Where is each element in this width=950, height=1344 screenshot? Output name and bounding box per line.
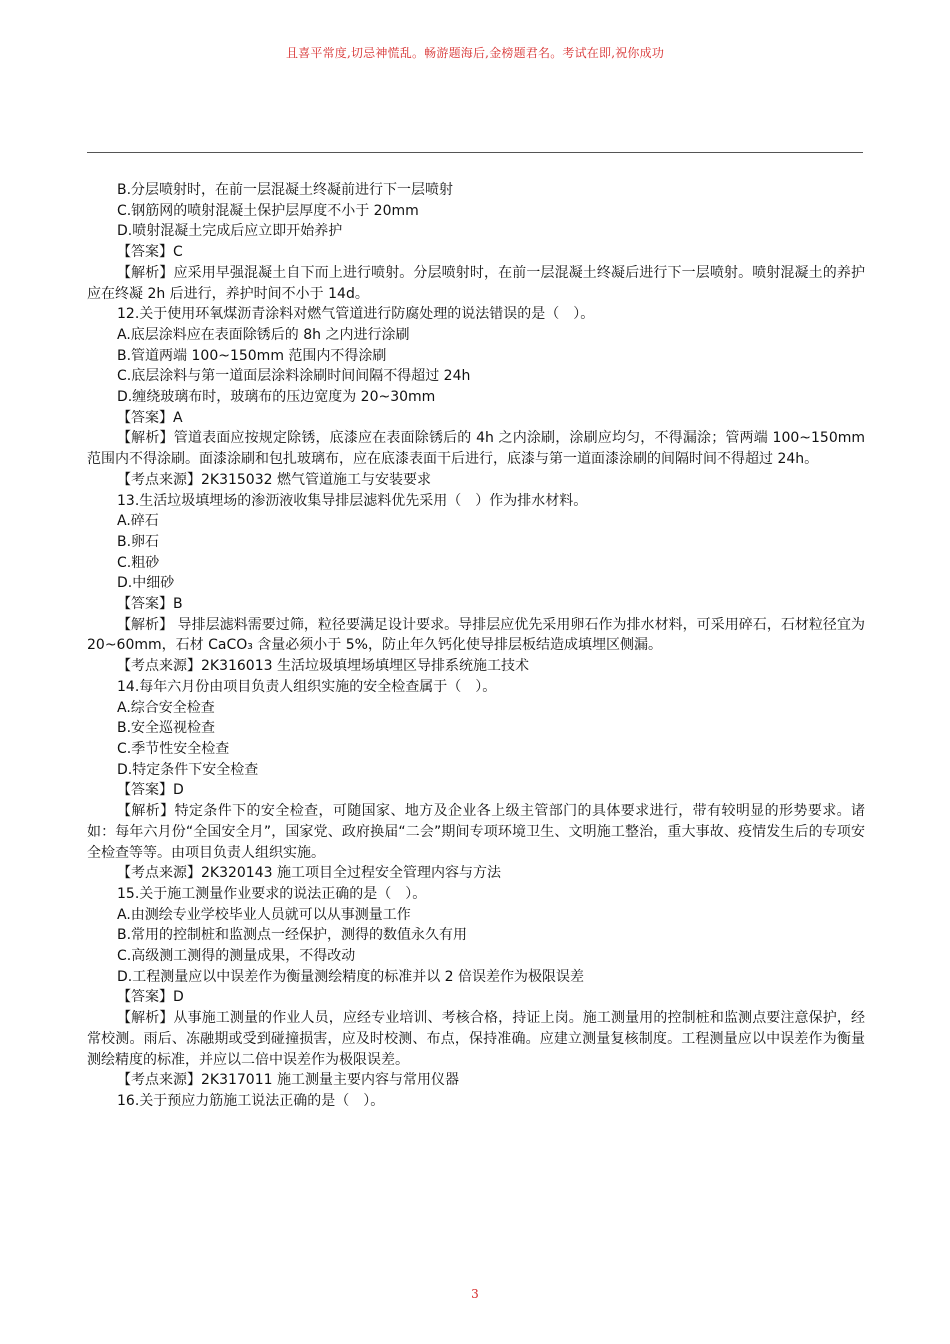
text-line: 【答案】A — [117, 409, 183, 426]
text-line: A.由测绘专业学校毕业人员就可以从事测量工作 — [117, 906, 411, 923]
text-line: C.钢筋网的喷射混凝土保护层厚度不小于 20mm — [117, 202, 419, 219]
text-line: 13.生活垃圾填埋场的渗沥液收集导排层滤料优先采用（ ）作为排水材料。 — [117, 492, 588, 509]
text-line: A.碎石 — [117, 513, 159, 530]
text-line: C.粗砂 — [117, 554, 160, 571]
explanation-paragraph: 【解析】从事施工测量的作业人员，应经专业培训、考核合格，持证上岗。施工测量用的控制桩和监测点要注意保护，经常校测。雨后、冻融期或受到碰撞损害，应及时校测、布点，保持准确。应建立测量复核制度。工程测量应以中误差作为衡量测绘精度的标准，并应以二倍中误差作为极限误差。 — [87, 1010, 865, 1068]
text-line: C.高级测工测得的测量成果，不得改动 — [117, 948, 356, 965]
text-line: 【答案】C — [117, 244, 183, 261]
text-line: C.季节性安全检查 — [117, 740, 230, 757]
text-line: B.管道两端 100~150mm 范围内不得涂刷 — [117, 347, 387, 364]
text-line: 14.每年六月份由项目负责人组织实施的安全检查属于（ ）。 — [117, 678, 497, 695]
text-line: D.缠绕玻璃布时，玻璃布的压边宽度为 20~30mm — [117, 389, 436, 406]
text-line: 【考点来源】2K316013 生活垃圾填埋场填埋区导排系统施工技术 — [117, 658, 529, 675]
document-body — [87, 180, 865, 1112]
text-line: D.特定条件下安全检查 — [117, 761, 259, 778]
text-line: 【答案】B — [117, 596, 183, 613]
text-line: 【考点来源】2K317011 施工测量主要内容与常用仪器 — [117, 1072, 459, 1089]
text-line: B.分层喷射时，在前一层混凝土终凝前进行下一层喷射 — [117, 182, 454, 198]
text-line: B.常用的控制桩和监测点一经保护，测得的数值永久有用 — [117, 927, 468, 944]
text-line: 【考点来源】2K320143 施工项目全过程安全管理内容与方法 — [117, 865, 501, 882]
text-line: B.卵石 — [117, 533, 160, 550]
page-number: 3 — [471, 1287, 479, 1301]
header-divider — [87, 152, 863, 153]
text-line: 16.关于预应力筋施工说法正确的是（ ）。 — [117, 1092, 385, 1109]
text-line: D.工程测量应以中误差作为衡量测绘精度的标准并以 2 倍误差作为极限误差 — [117, 968, 585, 985]
text-line: 15.关于施工测量作业要求的说法正确的是（ ）。 — [117, 885, 427, 902]
text-line: 【考点来源】2K315032 燃气管道施工与安装要求 — [117, 471, 431, 488]
text-line: 12.关于使用环氧煤沥青涂料对燃气管道进行防腐处理的说法错误的是（ ）。 — [117, 306, 595, 323]
header-motto: 且喜平常度,切忌神慌乱。畅游题海后,金榜题君名。考试在即,祝你成功 — [285, 46, 665, 60]
text-line: A.综合安全检查 — [117, 699, 215, 716]
explanation-paragraph: 【解析】管道表面应按规定除锈，底漆应在表面除锈后的 4h 之内涂刷，涂刷应均匀，不得漏涂；管两端 100~150mm 范围内不得涂刷。面漆涂刷和包扎玻璃布，应在底漆表面干后进行，底漆与第一道面漆涂刷的间隔时间不得超过 24h。 — [87, 430, 865, 468]
text-line: D.喷射混凝土完成后应立即开始养护 — [117, 223, 343, 240]
explanation-paragraph: 【解析】特定条件下的安全检查，可随国家、地方及企业各上级主管部门的具体要求进行，带有较明显的形势要求。诸如：每年六月份“全国安全月”，国家党、政府换届“二会”期间专项环境卫生、文明施工整治，重大事故、疫情发生后的专项安全检查等等。由项目负责人组织实施。 — [87, 803, 865, 861]
text-line: C.底层涂料与第一道面层涂料涂刷时间间隔不得超过 24h — [117, 368, 471, 385]
text-line: B.安全巡视检查 — [117, 720, 216, 737]
text-line: A.底层涂料应在表面除锈后的 8h 之内进行涂刷 — [117, 326, 410, 343]
text-line: 【答案】D — [117, 989, 184, 1006]
explanation-paragraph: 【解析】 导排层滤料需要过筛，粒径要满足设计要求。导排层应优先采用卵石作为排水材料，可采用碎石，石材粒径宜为 20~60mm，石材 CaCO₃ 含量必须小于 5%，防止年久钙化使导排层板结造成填埋区侧漏。 — [87, 616, 865, 654]
text-line: D.中细砂 — [117, 575, 175, 592]
text-line: 【答案】D — [117, 782, 184, 799]
explanation-paragraph: 【解析】应采用早强混凝土自下而上进行喷射。分层喷射时，在前一层混凝土终凝后进行下一层喷射。喷射混凝土的养护应在终凝 2h 后进行，养护时间不小于 14d。 — [87, 264, 865, 302]
